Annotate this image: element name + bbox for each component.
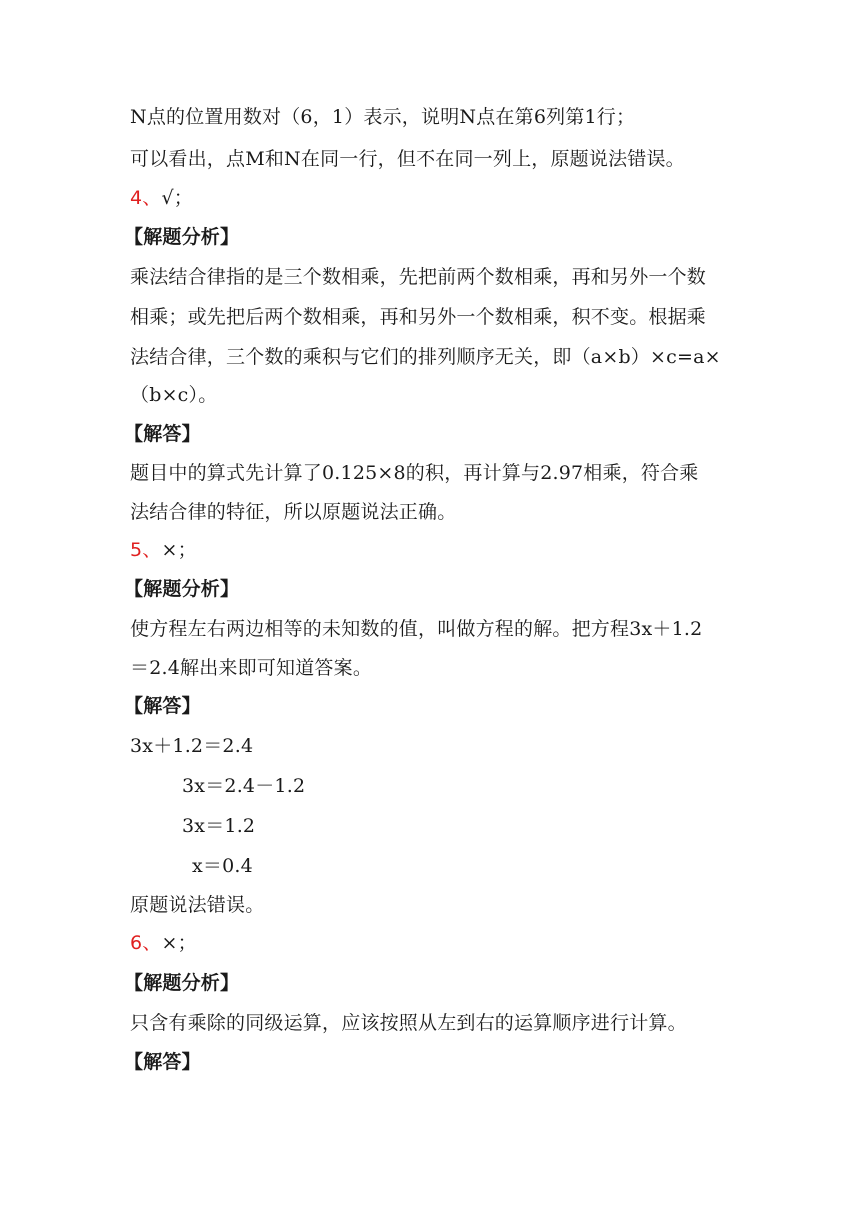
item-number: 4、 [130,187,162,209]
text-line: （b×c）。 [130,384,218,406]
equation-line: 3x＝1.2 [182,815,256,837]
equation-line: 3x＋1.2＝2.4 [130,735,254,757]
section-heading-analysis: 【解题分析】 [124,972,240,994]
item-6-header [130,931,740,955]
text-line: 只含有乘除的同级运算，应该按照从左到右的运算顺序进行计算。 [130,1012,687,1034]
text-line: ＝2.4解出来即可知道答案。 [130,657,373,679]
item-number: 6、 [130,932,162,954]
text-line: 相乘；或先把后两个数相乘，再和另外一个数相乘，积不变。根据乘 [130,306,707,328]
section-heading-analysis: 【解题分析】 [124,226,240,248]
item-5-header [130,538,740,562]
item-number: 5、 [130,539,162,561]
item-mark: √； [161,187,194,209]
section-heading-answer: 【解答】 [124,1051,201,1073]
section-heading-answer: 【解答】 [124,423,201,445]
text-line: 法结合律的特征，所以原题说法正确。 [130,501,457,523]
item-4-header [130,186,740,210]
text-line: 法结合律，三个数的乘积与它们的排列顺序无关，即（a×b）×c=a× [130,346,721,368]
equation-line: x＝0.4 [192,855,253,877]
text-line: 可以看出，点M和N在同一行，但不在同一列上，原题说法错误。 [130,148,685,170]
section-heading-analysis: 【解题分析】 [124,578,240,600]
item-mark: ×； [161,539,197,561]
text-line: 原题说法错误。 [130,894,265,916]
text-line: 使方程左右两边相等的未知数的值，叫做方程的解。把方程3x＋1.2 [130,618,703,640]
text-line: N点的位置用数对（6，1）表示，说明N点在第6列第1行； [130,106,636,128]
section-heading-answer: 【解答】 [124,695,201,717]
equation-line: 3x＝2.4－1.2 [182,775,306,797]
text-line: 乘法结合律指的是三个数相乘，先把前两个数相乘，再和另外一个数 [130,266,707,288]
item-mark: ×； [161,932,197,954]
text-line: 题目中的算式先计算了0.125×8的积，再计算与2.97相乘，符合乘 [130,462,699,484]
